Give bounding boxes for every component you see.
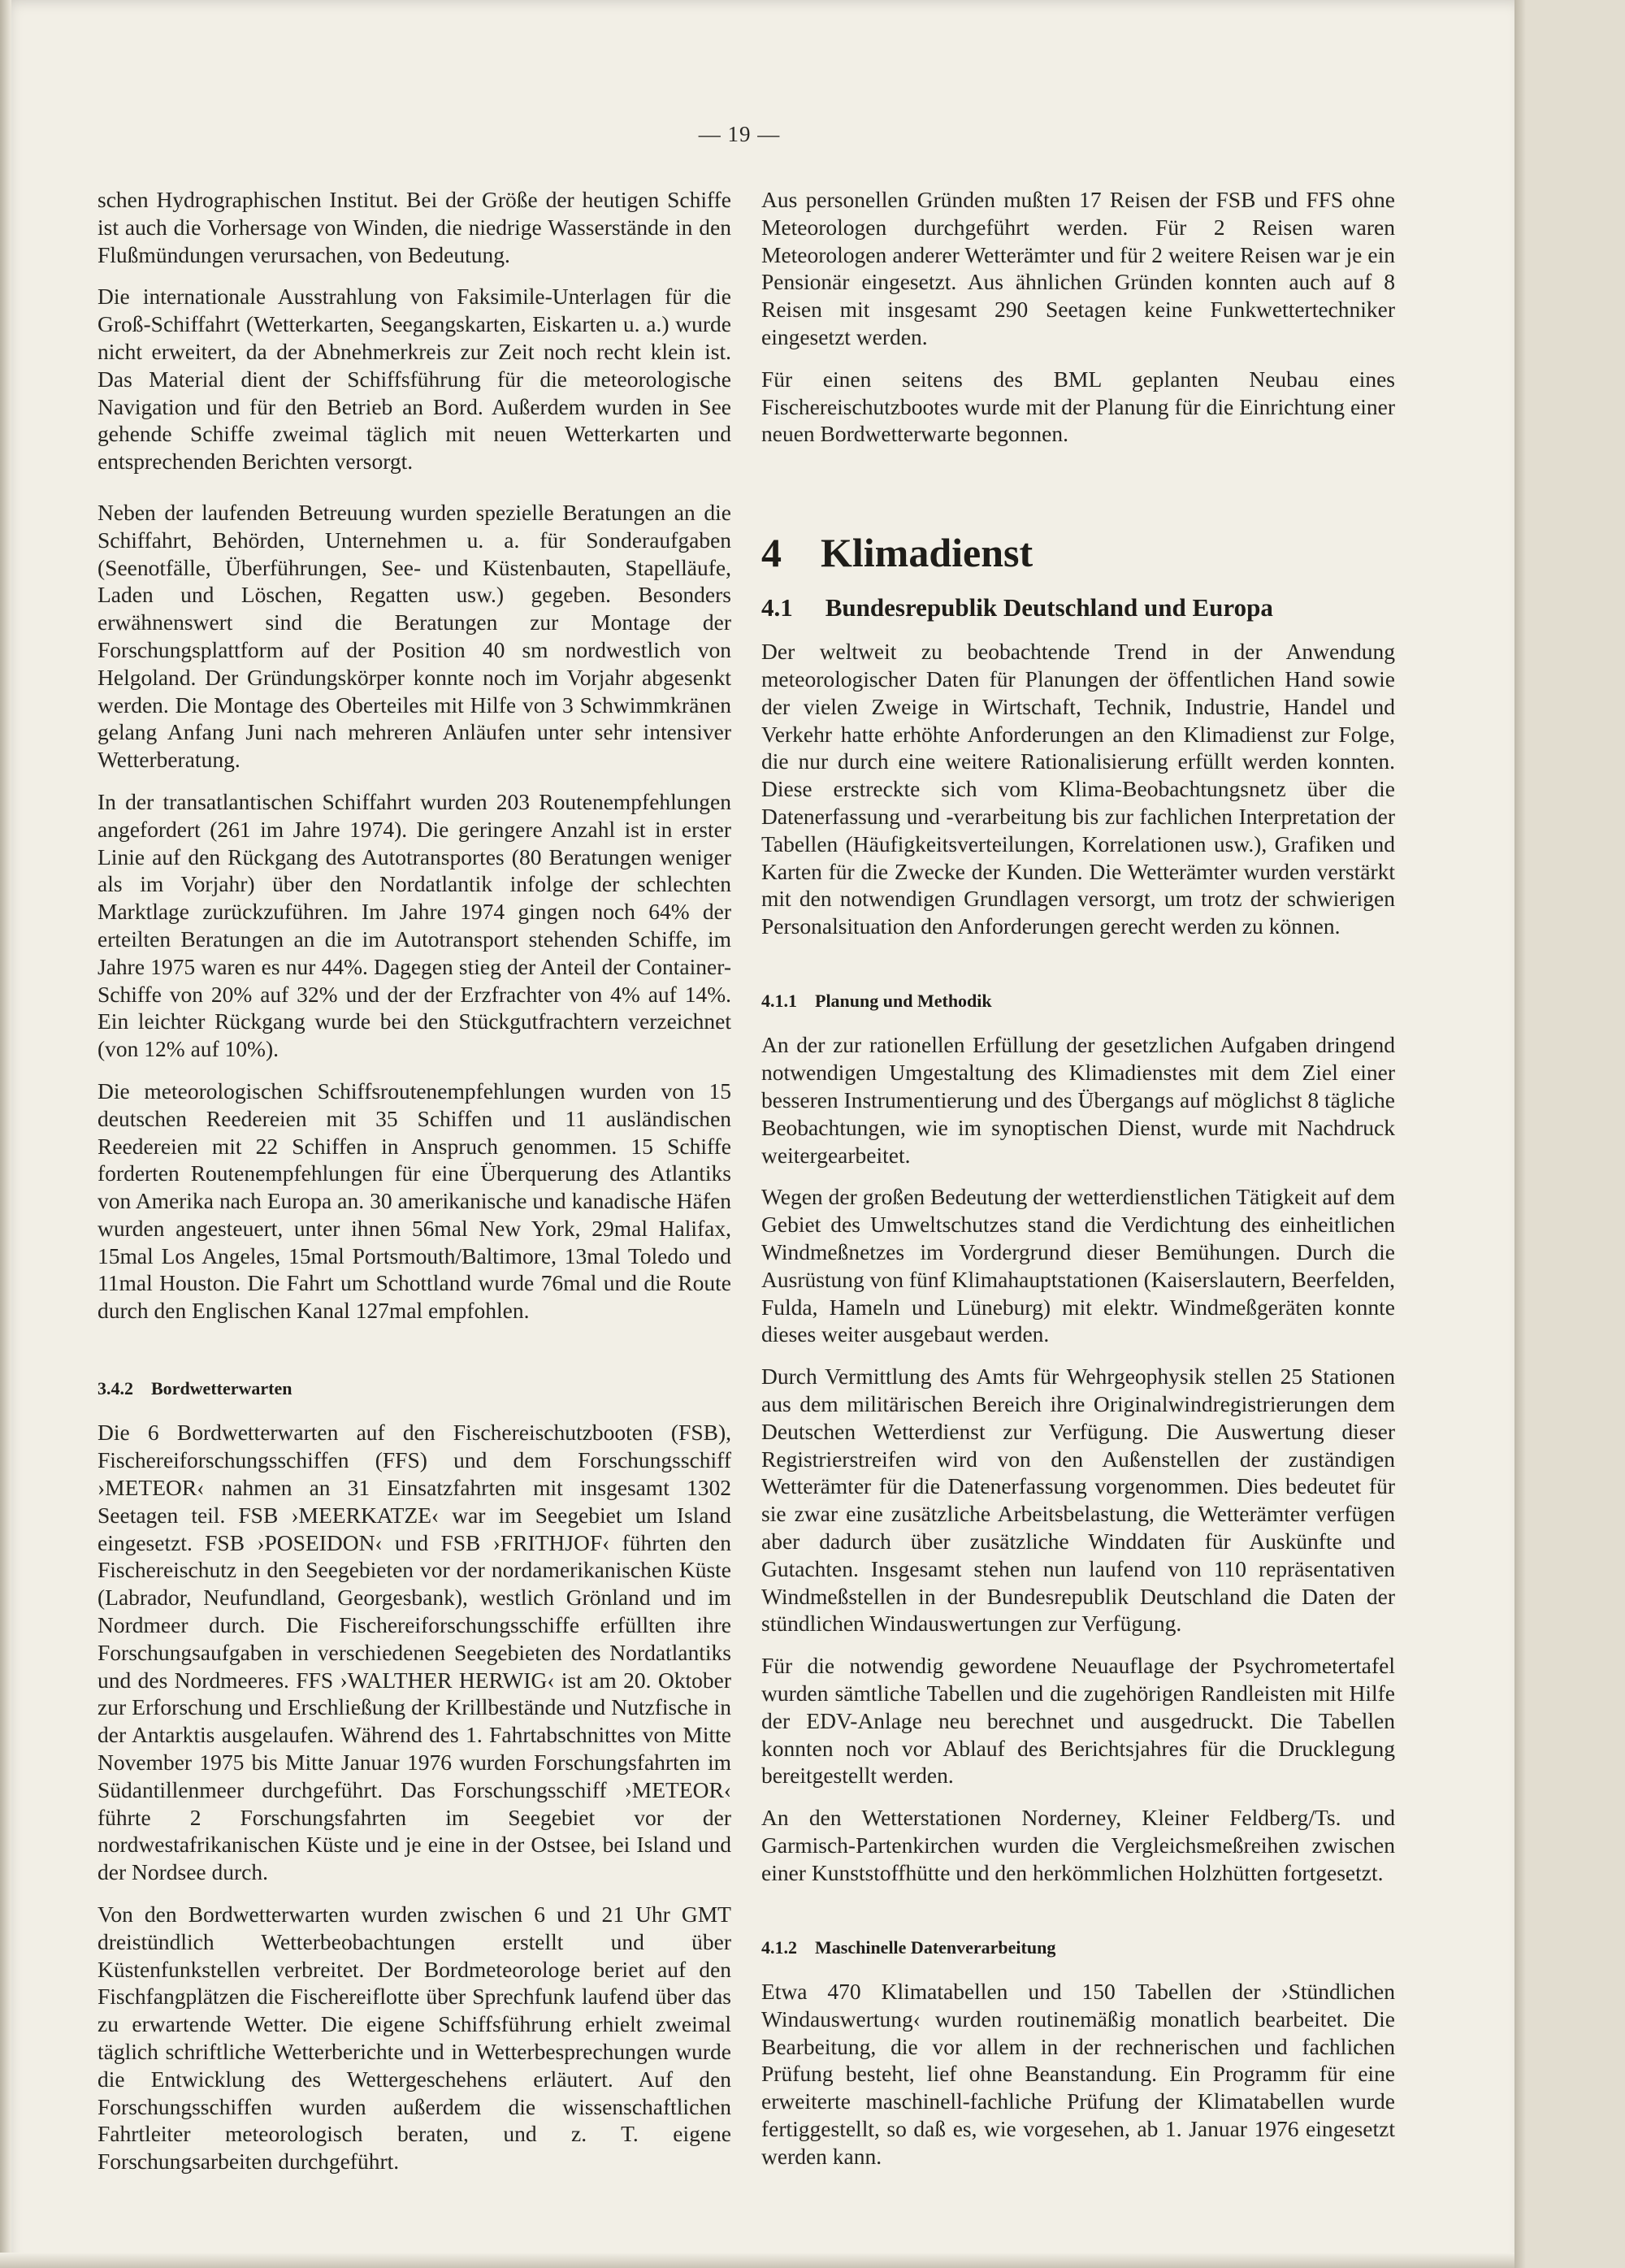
paragraph-personnel: Aus personellen Gründen mußten 17 Reisen der FSB und FFS ohne Meteorologen durchgeführt werden. Für 2 Reisen waren Meteorologen anderer Wetterämter und für 2 weitere Reisen war je ein Pensionär eingesetzt. Aus ähnlichen Gründen konnten auch auf 8 Reisen mit insgesamt 290 Seetagen keine Funkwettertechniker eingesetzt werden. [761, 187, 1395, 349]
section-title: Planung und Methodik [815, 991, 992, 1012]
paragraph-observations: Von den Bordwetterwarten wurden zwischen 6 und 21 Uhr GMT dreistündlich Wetterbeobachtungen erstellt und über Küstenfunkstellen verbreitet. Der Bordmeteorologe beriet auf den Fischfangplätzen die Fischereiflotte über Sprechfunk laufend über das zu erwartende Wetter. Die eigene Schiffsführung erhielt zweimal täglich schriftliche Wetterberichte und in Wetterbesprechungen wurde die Entwicklung des Wettergeschehens erläutert. Auf den Forschungsschiffen wurden außerdem die wissenschaftlichen Fahrtleiter meteorologisch beraten, und z. T. eigene Forschungsarbeiten durchgeführt. [98, 1902, 731, 2175]
section-heading-3-4-2 [98, 1378, 731, 1399]
paragraph-military-stations: Durch Vermittlung des Amts für Wehrgeophysik stellen 25 Stationen aus dem militärischen Bereich ihre Originalwindregistrierungen dem Deutschen Wetterdienst zur Verfügung. Die Auswertung dieser Registrierstreifen wird von den Außenstellen der zuständigen Wetterämter für die Datenerfassung vorgenommen. Dies bedeutet für sie zwar eine zusätzliche Arbeitsbelastung, die Wetterämter verfügen aber dadurch über zusätzliche Winddaten für Auskünfte und Gutachten. Insgesamt stehen nun laufend von 110 repräsentativen Windmeßstellen in der Bundesrepublik Deutschland die Daten der stündlichen Windauswertungen zur Verfügung. [761, 1364, 1395, 1637]
paragraph-psychrometer: Für die notwendig gewordene Neuauflage der Psychrometertafel wurden sämtliche Tabellen und die zugehörigen Randleisten mit Hilfe der EDV-Anlage neu berechnet und ausgedruckt. Die Tabellen konnten noch vor Ablauf des Berichtsjahres für die Drucklegung bereitgestellt werden. [761, 1653, 1395, 1789]
paragraph-restructuring: An der zur rationellen Erfüllung der gesetzlichen Aufgaben dringend notwendigen Umgestaltung des Klimadienstes mit dem Ziel einer besseren Instrumentierung und des Übergangs auf möglichst 8 tägliche Beobachtungen, wie im synoptischen Dienst, wurde mit Nachdruck weitergearbeitet. [761, 1032, 1395, 1168]
section-heading-4-1 [761, 594, 1395, 622]
paragraph-data-processing: Etwa 470 Klimatabellen und 150 Tabellen der ›Stündlichen Windauswertung‹ wurden routinemäßig monatlich bearbeitet. Die Bearbeitung, die vor allem in der rechnerischen und fachlichen Prüfung besteht, lief ohne Beanstandung. Ein Programm für eine erweiterte maschinell-fachliche Prüfung der Klimatabellen wurde fertiggestellt, so daß es, wie vorgesehen, ab 1. Januar 1976 eingesetzt werden kann. [761, 1978, 1395, 2169]
paragraph-route-recommendations: Die meteorologischen Schiffsroutenempfehlungen wurden von 15 deutschen Reedereien mit 35 Schiffen und 11 ausländischen Reedereien mit 22 Schiffen in Anspruch genommen. 15 Schiffe forderten Routenempfehlungen für eine Überquerung des Atlantiks von Amerika nach Europa an. 30 amerikanische und kanadische Häfen wurden angesteuert, unter ihnen 56mal New York, 29mal Halifax, 15mal Los Angeles, 15mal Portsmouth/Baltimore, 13mal Toledo und 11mal Houston. Die Fahrt um Schottland wurde 76mal und die Route durch den Englischen Kanal 127mal empfohlen. [98, 1078, 731, 1324]
page-bottom-edge [0, 2253, 1514, 2268]
book-gutter [0, 0, 11, 2268]
paragraph-wind-network: Wegen der großen Bedeutung der wetterdienstlichen Tätigkeit auf dem Gebiet des Umweltschutzes stand die Verdichtung des einheitlichen Windmeßnetzes im Vordergrund dieser Bemühungen. Durch die Ausrüstung von fünf Klimahauptstationen (Kaiserslautern, Beerfelden, Fulda, Hameln und Lüneburg) mit elektr. Windmeßgeräten konnte dieses weiter ausgebaut werden. [761, 1184, 1395, 1347]
paragraph-special-advice: Neben der laufenden Betreuung wurden spezielle Beratungen an die Schiffahrt, Behörden, Unternehmen u. a. für Sonderaufgaben (Seenotfälle, Überführungen, See- und Küstenbauten, Stapelläufe, Laden und Löschen, Regatten usw.) gegeben. Besonders erwähnenswert sind die Beratungen zur Montage der Forschungsplattform auf der Position 40 sm nordwestlich von Helgoland. Der Gründungskörper konnte noch im Vorjahr abgesenkt werden. Die Montage des Oberteiles mit Hilfe von 3 Schwimmkränen gelang Anfang Juni nach mehreren Anläufen unter sehr intensiver Wetterberatung. [98, 499, 731, 773]
paragraph-hydrographic: schen Hydrographischen Institut. Bei der Größe der heutigen Schiffe ist auch die Vorhersage von Winden, die niedrige Wasserstände in den Flußmündungen verursachen, von Bedeutung. [98, 187, 731, 267]
page-edge-shadow [1514, 0, 1526, 2268]
section-number: 4.1.1 [761, 991, 797, 1012]
section-heading-4-1-1 [761, 991, 1395, 1012]
paragraph-new-boat: Für einen seitens des BML geplanten Neubau eines Fischereischutzbootes wurde mit der Planung für die Einrichtung einer neuen Bordwetterwarte begonnen. [761, 366, 1395, 447]
page-number: — 19 — [698, 122, 781, 146]
chapter-heading-4 [761, 530, 1395, 576]
paragraph-facsimile: Die internationale Ausstrahlung von Faksimile-Unterlagen für die Groß-Schiffahrt (Wetterkarten, Seegangskarten, Eiskarten u. a.) wurde nicht erweitert, da der Abnehmerkreis zur Zeit noch recht klein ist. Das Material dient der Schiffsführung für die meteorologische Navigation und für den Betrieb an Bord. Außerdem wurden in See gehende Schiffe zweimal täglich mit neuen Wetterkarten und entsprechenden Berichten versorgt. [98, 284, 731, 475]
chapter-title: Klimadienst [821, 530, 1034, 576]
section-heading-4-1-2 [761, 1937, 1395, 1958]
paragraph-transatlantic: In der transatlantischen Schiffahrt wurden 203 Routenempfehlungen angefordert (261 im Jahre 1974). Die geringere Anzahl ist in erster Linie auf den Rückgang des Autotransportes (80 Beratungen weniger als im Vorjahr) über den Nordatlantik infolge der schlechten Marktlage zurückzuführen. Im Jahre 1974 gingen noch 64% der erteilten Beratungen an die im Autotransport stehenden Schiffe, im Jahre 1975 waren es nur 44%. Dagegen stieg der Anteil der Container-Schiffe von 20% auf 32% und der der Erzfrachter von 4% auf 14%. Ein leichter Rückgang wurde bei den Stückgutfrachtern verzeichnet (von 12% auf 10%). [98, 788, 731, 1062]
section-number: 4.1 [761, 593, 793, 622]
right-column [761, 186, 1395, 2170]
section-title: Maschinelle Datenverarbeitung [815, 1936, 1056, 1958]
chapter-number: 4 [761, 530, 782, 576]
section-title: Bordwetterwarten [151, 1378, 292, 1399]
paragraph-comparison-series: An den Wetterstationen Norderney, Kleiner Feldberg/Ts. und Garmisch-Partenkirchen wurden die Vergleichsmeßreihen zwischen einer Kunststoffhütte und den herkömmlichen Holzhütten fortgesetzt. [761, 1805, 1395, 1885]
section-number: 3.4.2 [98, 1378, 133, 1399]
section-title: Bundesrepublik Deutschland und Europa [825, 593, 1273, 622]
paragraph-climate-trend: Der weltweit zu beobachtende Trend in der Anwendung meteorologischer Daten für Planungen der öffentlichen Hand sowie der vielen Zweige in Wirtschaft, Technik, Industrie, Handel und Verkehr hatte erhöhte Anforderungen an den Klimadienst zur Folge, die nur durch eine weitere Rationalisierung erfüllt werden konnten. Diese erstreckte sich vom Klima-Beobachtungsnetz über die Datenerfassung und -verarbeitung bis zur fachlichen Interpretation der Tabellen (Häufigkeitsverteilungen, Korrelationen usw.), Grafiken und Karten für die Zwecke der Kunden. Die Wetterämter wurden verstärkt mit den notwendigen Grundlagen versorgt, um trotz der schwierigen Personalsituation den Anforderungen gerecht werden zu können. [761, 639, 1395, 939]
section-number: 4.1.2 [761, 1936, 797, 1958]
left-column [98, 186, 731, 2175]
paragraph-ship-weather-stations: Die 6 Bordwetterwarten auf den Fischereischutzbooten (FSB), Fischereiforschungsschiffen (FFS) und dem Forschungsschiff ›METEOR‹ nahmen an 31 Einsatzfahrten mit insgesamt 1302 Seetagen teil. FSB ›MEERKATZE‹ war im Seegebiet um Island eingesetzt. FSB ›POSEIDON‹ und FSB ›FRITHJOF‹ führten den Fischereischutz in den Seegebieten vor der nordamerikanischen Küste (Labrador, Neufundland, Georgesbank), westlich Grönland und im Nordmeer durch. Die Fischereiforschungsschiffe erfüllten ihre Forschungsaufgaben in verschiedenen Seegebieten des Nordatlantiks und des Nordmeeres. FFS ›WALTHER HERWIG‹ ist am 20. Oktober zur Erforschung und Erschließung der Krillbestände und Nutzfische in der Antarktis ausgelaufen. Während des 1. Fahrtabschnittes von Mitte November 1975 bis Mitte Januar 1976 wurden Forschungsfahrten im Südantillenmeer durchgeführt. Das Forschungsschiff ›METEOR‹ führte 2 Forschungsfahrten im Seegebiet vor der nordwestafrikanischen Küste und je eine in der Ostsee, bei Island und der Nordsee durch. [98, 1420, 731, 1885]
